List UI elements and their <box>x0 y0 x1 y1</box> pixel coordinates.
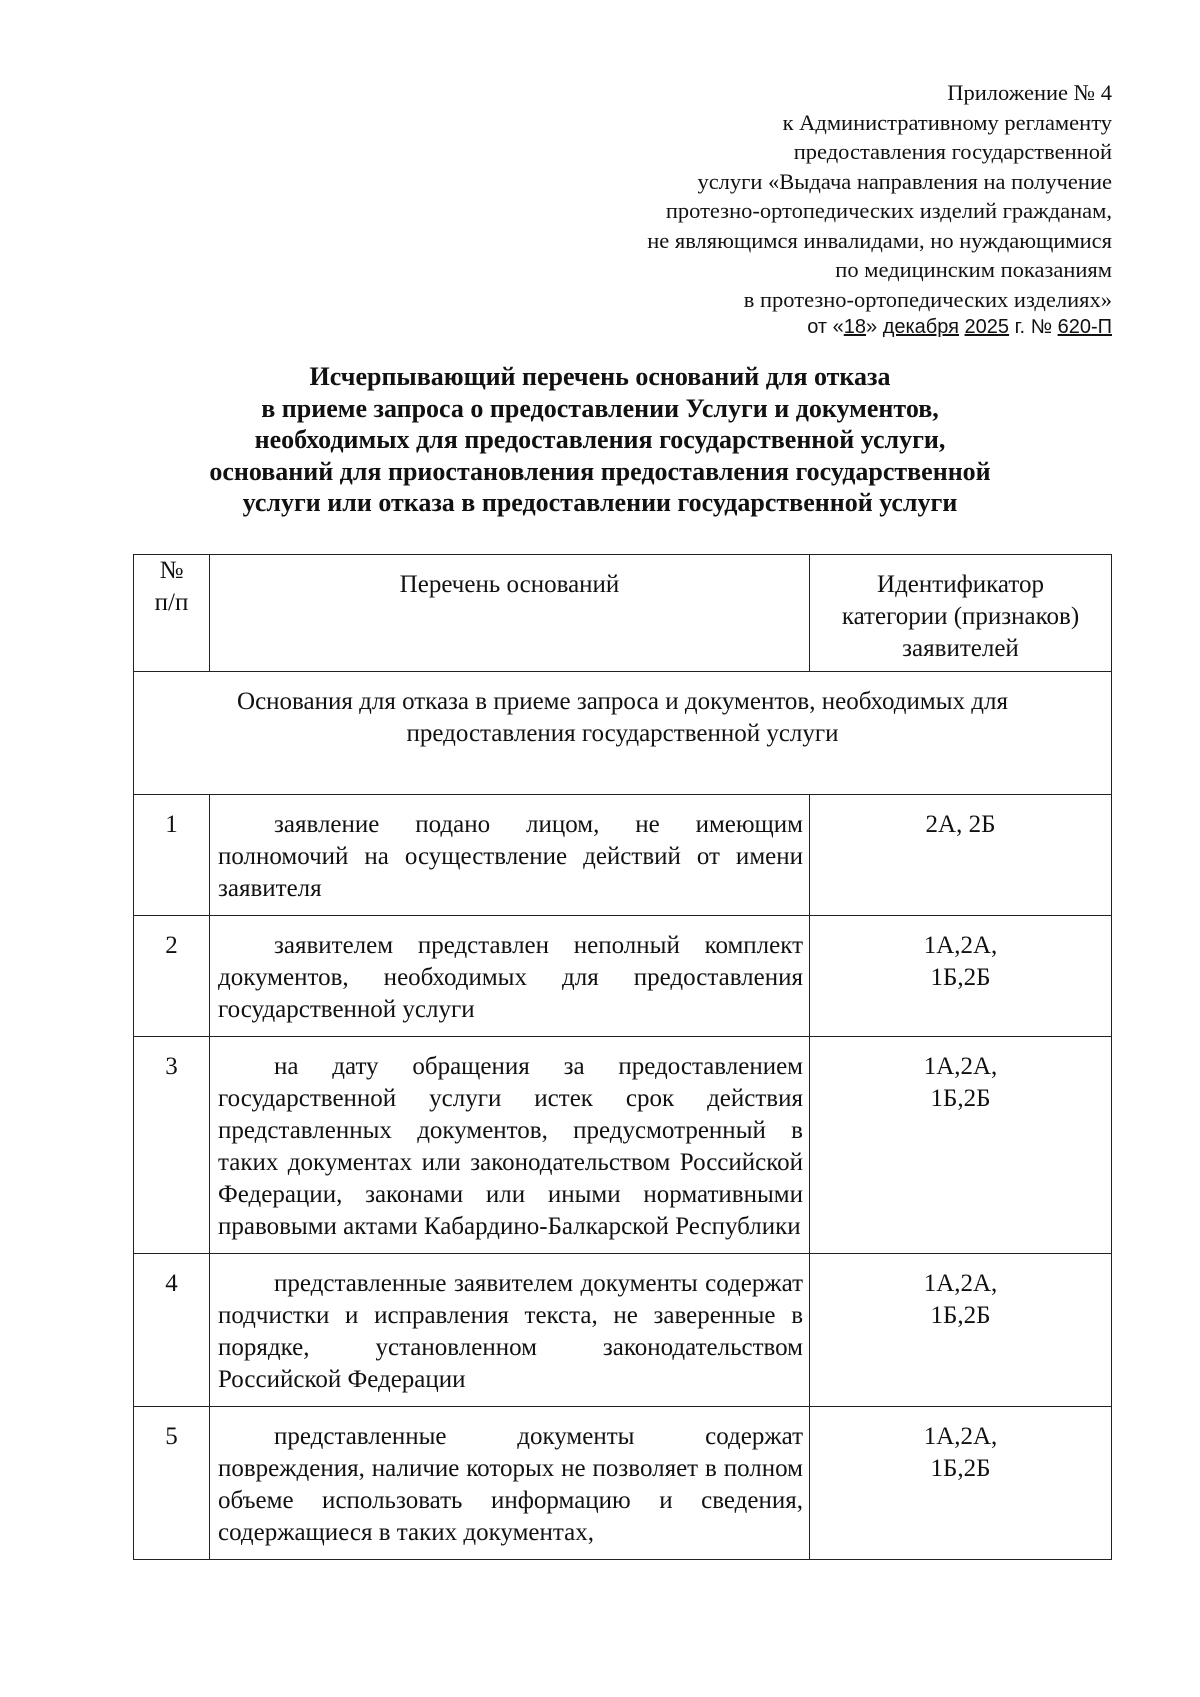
row-identifier <box>810 1037 1112 1254</box>
row-identifier <box>810 916 1112 1037</box>
title-line: оснований для приостановления предоставления государственной <box>209 456 991 486</box>
date-quote-close: » <box>866 316 878 338</box>
header-number <box>134 555 210 672</box>
section-title: Основания для отказа в приеме запроса и документов, необходимых для предоставления государственной услуги <box>134 672 1112 795</box>
grounds-table <box>133 554 1112 1560</box>
appendix-line: протезно-ортопедических изделий гражданам, <box>665 198 1112 223</box>
appendix-line: услуги «Выдача направления на получение <box>697 168 1112 194</box>
section-row <box>134 672 1112 795</box>
row-number: 4 <box>134 1254 210 1407</box>
appendix-line: к Административному регламенту <box>782 109 1112 135</box>
row-number: 2 <box>134 916 210 1037</box>
row-text <box>210 1254 810 1407</box>
row-identifier-line: 1Б,2Б <box>930 1085 991 1112</box>
row-text <box>210 1407 810 1560</box>
appendix-date-line <box>412 314 1112 340</box>
row-text <box>210 1037 810 1254</box>
row-number: 1 <box>134 795 210 916</box>
header-identifier-line: заявителей <box>902 635 1019 662</box>
header-identifier <box>810 555 1112 672</box>
title-line: в приеме запроса о предоставлении Услуги и документов, <box>261 393 939 423</box>
appendix-line: по медицинским показаниям <box>835 257 1112 282</box>
appendix-line: не являющимся инвалидами, но нуждающимися <box>647 227 1112 253</box>
table-row <box>134 1407 1112 1560</box>
row-identifier <box>810 1407 1112 1560</box>
row-identifier-line: 1Б,2Б <box>930 964 991 991</box>
header-number-abbr: п/п <box>154 589 189 616</box>
table-header-row <box>134 555 1112 672</box>
date-month: декабря <box>882 316 959 338</box>
row-number: 3 <box>134 1037 210 1254</box>
row-text-content: заявление подано лицом, не имеющим полномочий на осуществление действий от имени заявителя <box>218 811 803 902</box>
date-year: 2025 <box>964 316 1010 338</box>
row-text-content: на дату обращения за предоставлением государственной услуги истек срок действия представленных документов, предусмотренный в таких документах или законодательством Российской Федерации, законами или иными нормативными правовыми актами Кабардино-Балкарской Республики <box>218 1053 803 1240</box>
table-row <box>134 1254 1112 1407</box>
appendix-line: Приложение № 4 <box>947 80 1112 105</box>
row-number: 5 <box>134 1407 210 1560</box>
row-text-content: заявителем представлен неполный комплект документов, необходимых для предоставления государственной услуги <box>218 932 803 1023</box>
row-text-content: представленные документы содержат повреждения, наличие которых не позволяет в полном объеме использовать информацию и сведения, содержащиеся в таких документах, <box>218 1423 803 1546</box>
row-identifier-line: 1А,2А, <box>923 1423 998 1450</box>
appendix-header <box>412 78 1112 340</box>
date-day: 18 <box>843 316 866 338</box>
row-identifier <box>810 795 1112 916</box>
header-number-symbol: № <box>159 557 184 584</box>
header-identifier-line: категории (признаков) <box>841 603 1080 630</box>
table-row <box>134 795 1112 916</box>
appendix-line: предоставления государственной <box>793 139 1112 164</box>
row-identifier-line: 1Б,2Б <box>930 1302 991 1329</box>
table-row <box>134 916 1112 1037</box>
document-title <box>120 361 1080 519</box>
title-line: Исчерпывающий перечень оснований для отказа <box>309 362 891 391</box>
header-identifier-line: Идентификатор <box>877 571 1044 598</box>
row-text-content: представленные заявителем документы содержат подчистки и исправления текста, не заверенные в порядке, установленном законодательством Российской Федерации <box>218 1270 803 1393</box>
table-row <box>134 1037 1112 1254</box>
row-text <box>210 916 810 1037</box>
row-identifier-line: 1А,2А, <box>923 932 998 959</box>
appendix-line: в протезно-ортопедических изделиях» <box>743 286 1112 312</box>
document-number: 620-П <box>1057 316 1112 338</box>
row-text <box>210 795 810 916</box>
header-grounds: Перечень оснований <box>210 555 810 672</box>
title-line: необходимых для предоставления государственной услуги, <box>254 425 946 454</box>
date-prefix: от « <box>807 316 844 338</box>
row-identifier-line: 2А, 2Б <box>925 811 996 838</box>
date-suffix: г. № <box>1009 316 1058 338</box>
title-line: услуги или отказа в предоставлении государственной услуги <box>242 488 958 517</box>
row-identifier-line: 1А,2А, <box>923 1270 998 1297</box>
row-identifier <box>810 1254 1112 1407</box>
row-identifier-line: 1А,2А, <box>923 1053 998 1080</box>
row-identifier-line: 1Б,2Б <box>930 1455 991 1482</box>
